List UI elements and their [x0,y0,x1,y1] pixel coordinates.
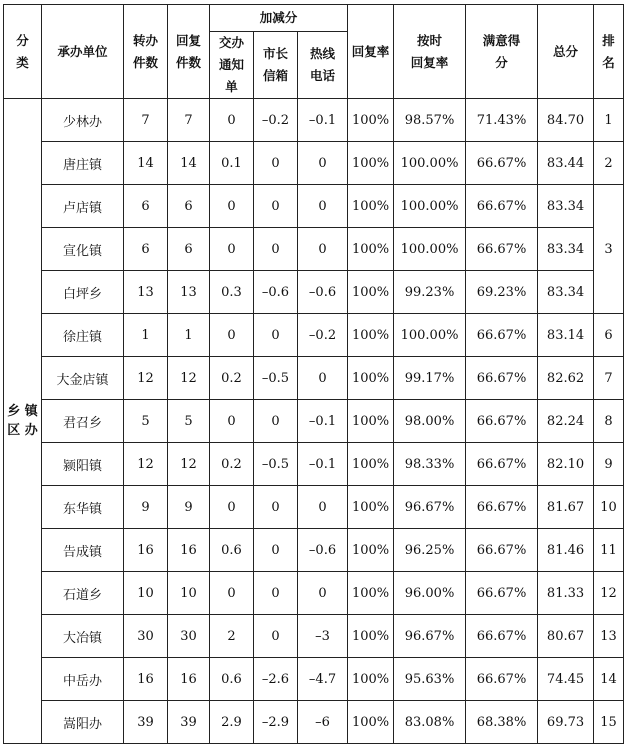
satisfaction-cell: 66.67% [466,357,538,400]
total-cell: 83.34 [538,271,594,314]
unit-cell: 大冶镇 [42,615,124,658]
total-cell: 83.34 [538,228,594,271]
mayor-cell: –2.9 [254,701,298,744]
mayor-cell: –2.6 [254,658,298,701]
total-cell: 83.34 [538,185,594,228]
replied-cell: 14 [168,142,210,185]
mayor-cell: 0 [254,314,298,357]
reply-rate-cell: 100% [348,486,394,529]
transferred-cell: 14 [124,142,168,185]
ontime-cell: 98.57% [394,99,466,142]
satisfaction-cell: 66.67% [466,314,538,357]
transferred-cell: 7 [124,99,168,142]
replied-cell: 1 [168,314,210,357]
header-rank: 排 名 [594,5,624,99]
header-reply-rate: 回复率 [348,5,394,99]
unit-cell: 君召乡 [42,400,124,443]
hotline-cell: –0.1 [298,99,348,142]
unit-cell: 大金店镇 [42,357,124,400]
mayor-cell: –0.2 [254,99,298,142]
header-total: 总分 [538,5,594,99]
notice-cell: 0 [210,314,254,357]
mayor-cell: 0 [254,228,298,271]
rank-cell: 8 [594,400,624,443]
unit-cell: 石道乡 [42,572,124,615]
hotline-cell: 0 [298,486,348,529]
replied-cell: 16 [168,658,210,701]
hotline-cell: 0 [298,185,348,228]
hotline-cell: –0.1 [298,443,348,486]
notice-cell: 0.2 [210,443,254,486]
unit-cell: 中岳办 [42,658,124,701]
transferred-cell: 39 [124,701,168,744]
ontime-cell: 96.67% [394,486,466,529]
mayor-cell: –0.5 [254,443,298,486]
notice-cell: 0 [210,99,254,142]
header-mayor-mailbox: 市长 信箱 [254,32,298,99]
notice-cell: 0.2 [210,357,254,400]
mayor-cell: 0 [254,142,298,185]
reply-rate-cell: 100% [348,228,394,271]
ontime-cell: 100.00% [394,314,466,357]
ontime-cell: 96.25% [394,529,466,572]
satisfaction-cell: 66.67% [466,529,538,572]
notice-cell: 0.3 [210,271,254,314]
hotline-cell: –3 [298,615,348,658]
total-cell: 83.44 [538,142,594,185]
transferred-cell: 13 [124,271,168,314]
notice-cell: 0 [210,572,254,615]
transferred-cell: 30 [124,615,168,658]
reply-rate-cell: 100% [348,443,394,486]
rank-cell: 13 [594,615,624,658]
total-cell: 82.24 [538,400,594,443]
header-replied: 回复 件数 [168,5,210,99]
header-satisfaction: 满意得 分 [466,5,538,99]
ontime-cell: 99.17% [394,357,466,400]
replied-cell: 13 [168,271,210,314]
satisfaction-cell: 66.67% [466,615,538,658]
hotline-cell: 0 [298,142,348,185]
reply-rate-cell: 100% [348,357,394,400]
total-cell: 69.73 [538,701,594,744]
transferred-cell: 6 [124,185,168,228]
mayor-cell: 0 [254,185,298,228]
unit-cell: 东华镇 [42,486,124,529]
total-cell: 81.46 [538,529,594,572]
rank-cell: 9 [594,443,624,486]
replied-cell: 6 [168,228,210,271]
transferred-cell: 9 [124,486,168,529]
satisfaction-cell: 69.23% [466,271,538,314]
table-row [4,142,624,185]
satisfaction-cell: 66.67% [466,400,538,443]
table-row [4,572,624,615]
ontime-cell: 96.67% [394,615,466,658]
transferred-cell: 16 [124,529,168,572]
rank-cell: 6 [594,314,624,357]
rank-cell: 7 [594,357,624,400]
notice-cell: 2 [210,615,254,658]
ontime-cell: 98.00% [394,400,466,443]
hotline-cell: 0 [298,357,348,400]
rank-cell: 1 [594,99,624,142]
header-transferred: 转办 件数 [124,5,168,99]
ontime-cell: 83.08% [394,701,466,744]
reply-rate-cell: 100% [348,99,394,142]
ontime-cell: 98.33% [394,443,466,486]
replied-cell: 12 [168,357,210,400]
satisfaction-cell: 66.67% [466,486,538,529]
table-row [4,701,624,744]
reply-rate-cell: 100% [348,529,394,572]
notice-cell: 0 [210,400,254,443]
unit-cell: 告成镇 [42,529,124,572]
satisfaction-cell: 68.38% [466,701,538,744]
notice-cell: 0.6 [210,658,254,701]
replied-cell: 5 [168,400,210,443]
reply-rate-cell: 100% [348,314,394,357]
score-table [3,4,624,744]
ontime-cell: 100.00% [394,142,466,185]
header-notice: 交办 通知 单 [210,32,254,99]
replied-cell: 9 [168,486,210,529]
satisfaction-cell: 66.67% [466,443,538,486]
unit-cell: 颍阳镇 [42,443,124,486]
table-row [4,99,624,142]
reply-rate-cell: 100% [348,185,394,228]
rank-cell: 2 [594,142,624,185]
replied-cell: 10 [168,572,210,615]
notice-cell: 0 [210,185,254,228]
replied-cell: 39 [168,701,210,744]
ontime-cell: 95.63% [394,658,466,701]
table-row [4,314,624,357]
mayor-cell: –0.6 [254,271,298,314]
header-category: 分 类 [4,5,42,99]
transferred-cell: 6 [124,228,168,271]
total-cell: 84.70 [538,99,594,142]
rank-cell: 14 [594,658,624,701]
header-hotline: 热线 电话 [298,32,348,99]
satisfaction-cell: 66.67% [466,572,538,615]
transferred-cell: 10 [124,572,168,615]
unit-cell: 徐庄镇 [42,314,124,357]
total-cell: 80.67 [538,615,594,658]
rank-cell: 11 [594,529,624,572]
replied-cell: 12 [168,443,210,486]
reply-rate-cell: 100% [348,142,394,185]
reply-rate-cell: 100% [348,572,394,615]
transferred-cell: 5 [124,400,168,443]
replied-cell: 7 [168,99,210,142]
reply-rate-cell: 100% [348,615,394,658]
notice-cell: 0.6 [210,529,254,572]
total-cell: 81.67 [538,486,594,529]
total-cell: 82.62 [538,357,594,400]
hotline-cell: 0 [298,228,348,271]
ontime-cell: 99.23% [394,271,466,314]
table-row [4,486,624,529]
total-cell: 74.45 [538,658,594,701]
replied-cell: 6 [168,185,210,228]
transferred-cell: 12 [124,443,168,486]
total-cell: 81.33 [538,572,594,615]
hotline-cell: 0 [298,572,348,615]
transferred-cell: 16 [124,658,168,701]
table-row [4,400,624,443]
unit-cell: 少林办 [42,99,124,142]
notice-cell: 0.1 [210,142,254,185]
category-label: 乡 镇 区 办 [4,99,42,744]
header-adjust: 加减分 [210,5,348,32]
mayor-cell: –0.5 [254,357,298,400]
ontime-cell: 100.00% [394,185,466,228]
header-unit: 承办单位 [42,5,124,99]
satisfaction-cell: 66.67% [466,228,538,271]
satisfaction-cell: 66.67% [466,185,538,228]
unit-cell: 白坪乡 [42,271,124,314]
reply-rate-cell: 100% [348,271,394,314]
table-row [4,529,624,572]
satisfaction-cell: 66.67% [466,142,538,185]
header-ontime-rate: 按时 回复率 [394,5,466,99]
total-cell: 82.10 [538,443,594,486]
replied-cell: 16 [168,529,210,572]
hotline-cell: –0.6 [298,271,348,314]
satisfaction-cell: 71.43% [466,99,538,142]
table-row [4,271,624,314]
reply-rate-cell: 100% [348,658,394,701]
unit-cell: 嵩阳办 [42,701,124,744]
notice-cell: 0 [210,486,254,529]
table-row [4,443,624,486]
rank-cell: 15 [594,701,624,744]
table-row [4,658,624,701]
rank-cell: 12 [594,572,624,615]
reply-rate-cell: 100% [348,400,394,443]
unit-cell: 唐庄镇 [42,142,124,185]
ontime-cell: 100.00% [394,228,466,271]
table-row [4,615,624,658]
hotline-cell: –0.1 [298,400,348,443]
notice-cell: 2.9 [210,701,254,744]
total-cell: 83.14 [538,314,594,357]
unit-cell: 卢店镇 [42,185,124,228]
replied-cell: 30 [168,615,210,658]
notice-cell: 0 [210,228,254,271]
hotline-cell: –0.2 [298,314,348,357]
transferred-cell: 1 [124,314,168,357]
hotline-cell: –6 [298,701,348,744]
table-row [4,357,624,400]
mayor-cell: 0 [254,572,298,615]
mayor-cell: 0 [254,400,298,443]
transferred-cell: 12 [124,357,168,400]
unit-cell: 宣化镇 [42,228,124,271]
table-row [4,228,624,271]
mayor-cell: 0 [254,486,298,529]
rank-cell: 3 [594,185,624,314]
rank-cell: 10 [594,486,624,529]
ontime-cell: 96.00% [394,572,466,615]
hotline-cell: –4.7 [298,658,348,701]
reply-rate-cell: 100% [348,701,394,744]
table-row [4,185,624,228]
mayor-cell: 0 [254,529,298,572]
satisfaction-cell: 66.67% [466,658,538,701]
mayor-cell: 0 [254,615,298,658]
hotline-cell: –0.6 [298,529,348,572]
